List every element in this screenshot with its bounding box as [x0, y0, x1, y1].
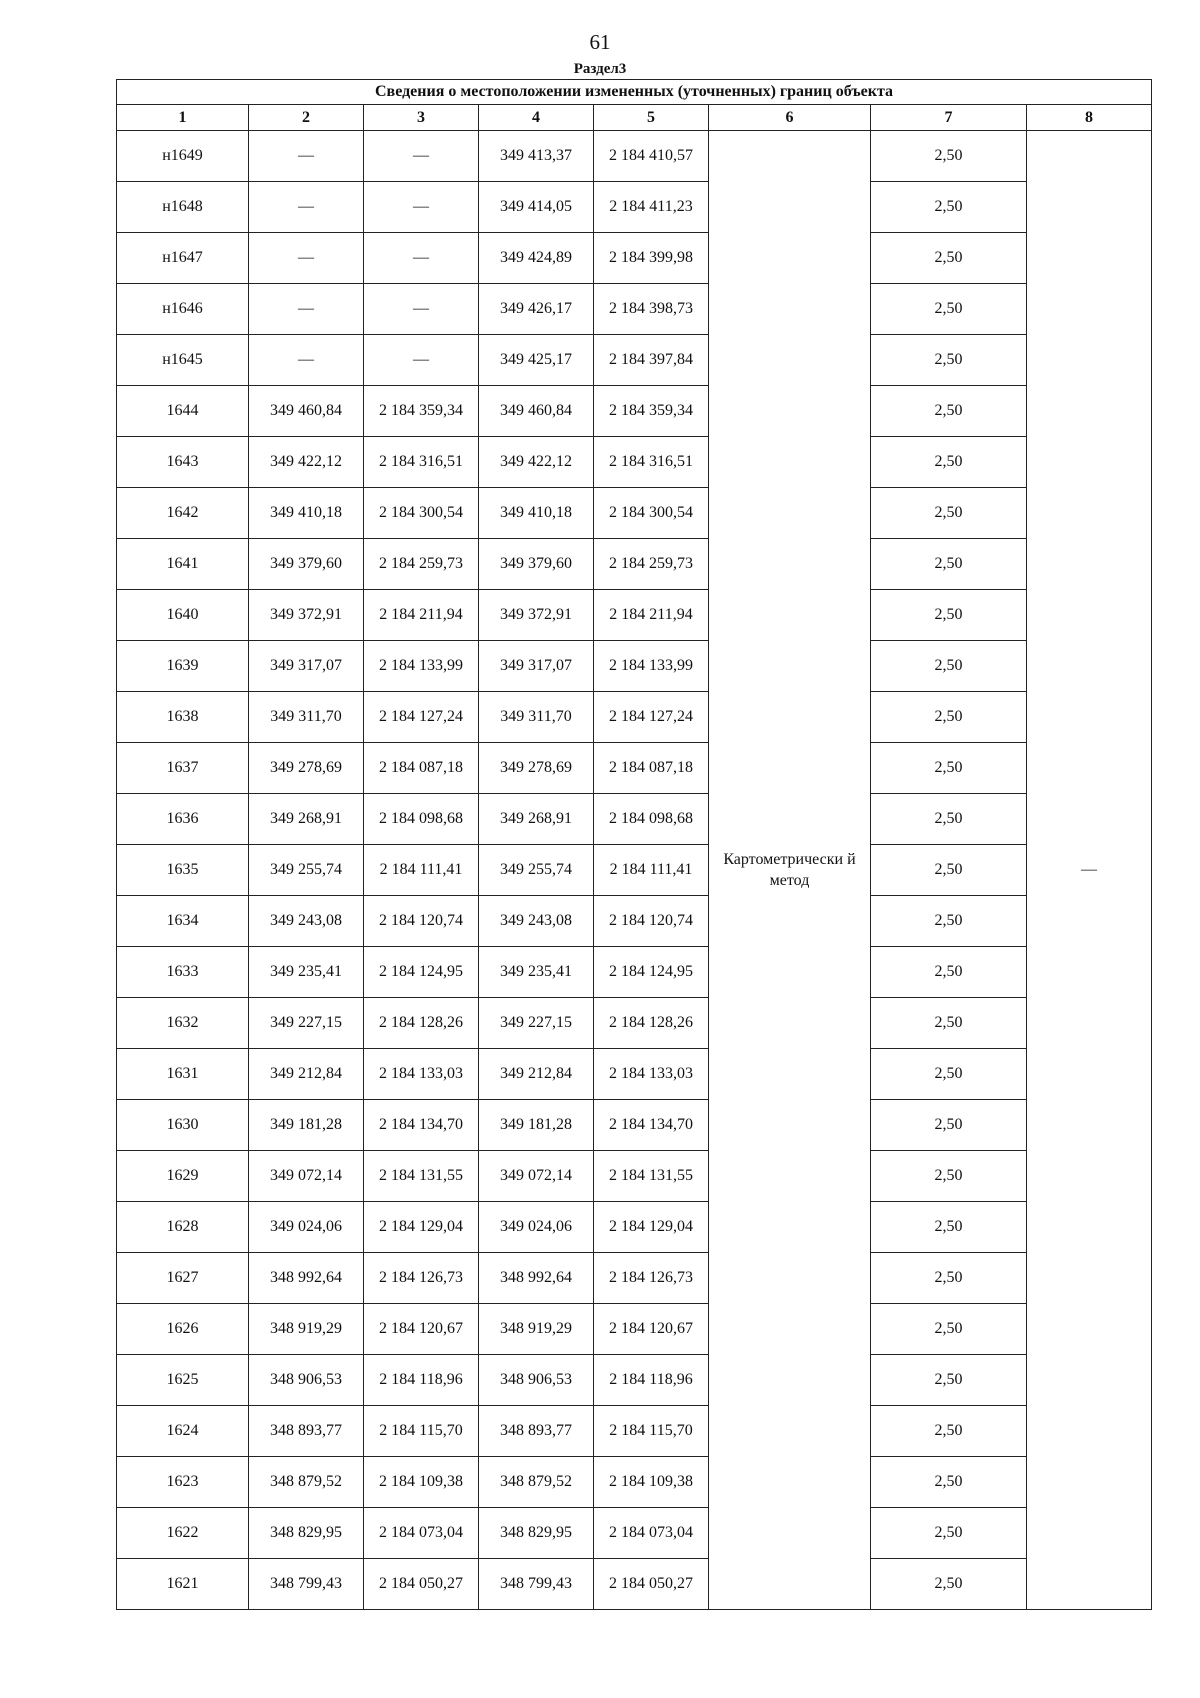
x-new-cell: 348 893,77 — [479, 1406, 594, 1457]
y-new-cell: 2 184 359,34 — [594, 386, 709, 437]
y-new-cell: 2 184 410,57 — [594, 131, 709, 182]
y-new-cell: 2 184 129,04 — [594, 1202, 709, 1253]
table-caption-row — [117, 80, 1152, 105]
y-new-cell: 2 184 115,70 — [594, 1406, 709, 1457]
x-old-cell: — — [249, 284, 364, 335]
point-number-cell: 1635 — [117, 845, 249, 896]
x-new-cell: 348 992,64 — [479, 1253, 594, 1304]
point-number-cell: 1643 — [117, 437, 249, 488]
x-new-cell: 348 879,52 — [479, 1457, 594, 1508]
y-old-cell: 2 184 120,67 — [364, 1304, 479, 1355]
y-new-cell: 2 184 118,96 — [594, 1355, 709, 1406]
y-old-cell: 2 184 073,04 — [364, 1508, 479, 1559]
x-old-cell: 349 278,69 — [249, 743, 364, 794]
y-new-cell: 2 184 087,18 — [594, 743, 709, 794]
y-new-cell: 2 184 098,68 — [594, 794, 709, 845]
x-old-cell: 348 919,29 — [249, 1304, 364, 1355]
x-new-cell: 349 227,15 — [479, 998, 594, 1049]
column-header-3: 3 — [364, 105, 479, 131]
x-new-cell: 349 372,91 — [479, 590, 594, 641]
y-old-cell: 2 184 134,70 — [364, 1100, 479, 1151]
point-number-cell: 1639 — [117, 641, 249, 692]
y-old-cell: 2 184 128,26 — [364, 998, 479, 1049]
table-row — [117, 1508, 1152, 1559]
table-row — [117, 1253, 1152, 1304]
x-new-cell: 349 311,70 — [479, 692, 594, 743]
accuracy-cell: 2,50 — [871, 488, 1027, 539]
table-row — [117, 998, 1152, 1049]
point-number-cell: 1641 — [117, 539, 249, 590]
accuracy-cell: 2,50 — [871, 386, 1027, 437]
point-number-cell: 1625 — [117, 1355, 249, 1406]
y-new-cell: 2 184 126,73 — [594, 1253, 709, 1304]
y-old-cell: 2 184 316,51 — [364, 437, 479, 488]
y-new-cell: 2 184 073,04 — [594, 1508, 709, 1559]
x-old-cell: — — [249, 233, 364, 284]
column-header-1: 1 — [117, 105, 249, 131]
x-old-cell: 349 212,84 — [249, 1049, 364, 1100]
point-number-cell: 1632 — [117, 998, 249, 1049]
point-number-cell: 1623 — [117, 1457, 249, 1508]
y-new-cell: 2 184 111,41 — [594, 845, 709, 896]
point-number-cell: 1627 — [117, 1253, 249, 1304]
accuracy-cell: 2,50 — [871, 284, 1027, 335]
point-number-cell: 1622 — [117, 1508, 249, 1559]
table-row — [117, 386, 1152, 437]
y-old-cell: 2 184 133,99 — [364, 641, 479, 692]
accuracy-cell: 2,50 — [871, 1559, 1027, 1610]
table-row — [117, 437, 1152, 488]
point-number-cell: н1649 — [117, 131, 249, 182]
point-number-cell: 1637 — [117, 743, 249, 794]
x-old-cell: 348 893,77 — [249, 1406, 364, 1457]
column-header-4: 4 — [479, 105, 594, 131]
y-new-cell: 2 184 398,73 — [594, 284, 709, 335]
x-old-cell: 349 181,28 — [249, 1100, 364, 1151]
accuracy-cell: 2,50 — [871, 335, 1027, 386]
accuracy-cell: 2,50 — [871, 641, 1027, 692]
table-row — [117, 182, 1152, 233]
page-number: 61 — [589, 30, 611, 54]
x-old-cell: 349 410,18 — [249, 488, 364, 539]
accuracy-cell: 2,50 — [871, 131, 1027, 182]
x-new-cell: 348 829,95 — [479, 1508, 594, 1559]
x-new-cell: 349 024,06 — [479, 1202, 594, 1253]
y-old-cell: 2 184 133,03 — [364, 1049, 479, 1100]
column-header-8: 8 — [1027, 105, 1152, 131]
point-number-cell: 1642 — [117, 488, 249, 539]
y-old-cell: 2 184 118,96 — [364, 1355, 479, 1406]
y-new-cell: 2 184 316,51 — [594, 437, 709, 488]
point-number-cell: 1638 — [117, 692, 249, 743]
x-old-cell: 348 879,52 — [249, 1457, 364, 1508]
table-row — [117, 590, 1152, 641]
section-title: Раздел3 — [573, 61, 627, 77]
x-old-cell: 348 906,53 — [249, 1355, 364, 1406]
accuracy-cell: 2,50 — [871, 1406, 1027, 1457]
point-number-cell: 1640 — [117, 590, 249, 641]
y-new-cell: 2 184 397,84 — [594, 335, 709, 386]
x-new-cell: 348 906,53 — [479, 1355, 594, 1406]
y-old-cell: 2 184 359,34 — [364, 386, 479, 437]
y-new-cell: 2 184 128,26 — [594, 998, 709, 1049]
x-old-cell: 349 460,84 — [249, 386, 364, 437]
y-new-cell: 2 184 211,94 — [594, 590, 709, 641]
y-old-cell: 2 184 120,74 — [364, 896, 479, 947]
column-header-7: 7 — [871, 105, 1027, 131]
x-new-cell: 348 919,29 — [479, 1304, 594, 1355]
y-old-cell: — — [364, 131, 479, 182]
accuracy-cell: 2,50 — [871, 947, 1027, 998]
table-row — [117, 743, 1152, 794]
x-old-cell: 349 255,74 — [249, 845, 364, 896]
y-old-cell: — — [364, 284, 479, 335]
note-cell: — — [1027, 131, 1152, 1610]
point-number-cell: 1636 — [117, 794, 249, 845]
x-old-cell: 348 799,43 — [249, 1559, 364, 1610]
point-number-cell: 1621 — [117, 1559, 249, 1610]
x-new-cell: 349 278,69 — [479, 743, 594, 794]
point-number-cell: 1631 — [117, 1049, 249, 1100]
x-old-cell: 349 372,91 — [249, 590, 364, 641]
accuracy-cell: 2,50 — [871, 233, 1027, 284]
x-new-cell: 349 425,17 — [479, 335, 594, 386]
y-new-cell: 2 184 133,03 — [594, 1049, 709, 1100]
table-row — [117, 1406, 1152, 1457]
y-old-cell: 2 184 115,70 — [364, 1406, 479, 1457]
y-new-cell: 2 184 300,54 — [594, 488, 709, 539]
point-number-cell: 1634 — [117, 896, 249, 947]
y-old-cell: 2 184 131,55 — [364, 1151, 479, 1202]
table-row — [117, 641, 1152, 692]
point-number-cell: 1626 — [117, 1304, 249, 1355]
x-old-cell: 349 243,08 — [249, 896, 364, 947]
accuracy-cell: 2,50 — [871, 1151, 1027, 1202]
table-row — [117, 1559, 1152, 1610]
y-old-cell: 2 184 211,94 — [364, 590, 479, 641]
y-new-cell: 2 184 134,70 — [594, 1100, 709, 1151]
x-old-cell: 349 268,91 — [249, 794, 364, 845]
table-row — [117, 539, 1152, 590]
point-number-cell: н1646 — [117, 284, 249, 335]
x-new-cell: 349 460,84 — [479, 386, 594, 437]
point-number-cell: 1629 — [117, 1151, 249, 1202]
table-row — [117, 131, 1152, 182]
accuracy-cell: 2,50 — [871, 692, 1027, 743]
x-new-cell: 349 072,14 — [479, 1151, 594, 1202]
y-old-cell: — — [364, 233, 479, 284]
table-row — [117, 896, 1152, 947]
y-old-cell: 2 184 259,73 — [364, 539, 479, 590]
x-new-cell: 349 426,17 — [479, 284, 594, 335]
y-new-cell: 2 184 120,67 — [594, 1304, 709, 1355]
table-row — [117, 794, 1152, 845]
accuracy-cell: 2,50 — [871, 182, 1027, 233]
accuracy-cell: 2,50 — [871, 743, 1027, 794]
x-new-cell: 348 799,43 — [479, 1559, 594, 1610]
point-number-cell: н1645 — [117, 335, 249, 386]
x-new-cell: 349 422,12 — [479, 437, 594, 488]
accuracy-cell: 2,50 — [871, 1304, 1027, 1355]
y-old-cell: — — [364, 182, 479, 233]
boundary-coordinates-table — [116, 79, 1152, 1610]
x-new-cell: 349 268,91 — [479, 794, 594, 845]
x-old-cell: 348 992,64 — [249, 1253, 364, 1304]
accuracy-cell: 2,50 — [871, 539, 1027, 590]
accuracy-cell: 2,50 — [871, 998, 1027, 1049]
table-body — [117, 80, 1152, 1610]
x-new-cell: 349 212,84 — [479, 1049, 594, 1100]
point-number-cell: н1647 — [117, 233, 249, 284]
y-new-cell: 2 184 259,73 — [594, 539, 709, 590]
y-old-cell: 2 184 300,54 — [364, 488, 479, 539]
accuracy-cell: 2,50 — [871, 1457, 1027, 1508]
y-old-cell: 2 184 126,73 — [364, 1253, 479, 1304]
y-old-cell: 2 184 098,68 — [364, 794, 479, 845]
table-row — [117, 692, 1152, 743]
y-old-cell: 2 184 129,04 — [364, 1202, 479, 1253]
y-old-cell: 2 184 111,41 — [364, 845, 479, 896]
x-new-cell: 349 255,74 — [479, 845, 594, 896]
x-old-cell: 349 311,70 — [249, 692, 364, 743]
x-new-cell: 349 414,05 — [479, 182, 594, 233]
y-old-cell: 2 184 109,38 — [364, 1457, 479, 1508]
table-row — [117, 845, 1152, 896]
x-old-cell: 349 227,15 — [249, 998, 364, 1049]
x-old-cell: — — [249, 131, 364, 182]
x-old-cell: 349 379,60 — [249, 539, 364, 590]
y-new-cell: 2 184 124,95 — [594, 947, 709, 998]
method-cell: Картометрически й метод — [709, 131, 871, 1610]
table-row — [117, 284, 1152, 335]
x-new-cell: 349 181,28 — [479, 1100, 594, 1151]
accuracy-cell: 2,50 — [871, 437, 1027, 488]
y-new-cell: 2 184 050,27 — [594, 1559, 709, 1610]
y-old-cell: 2 184 127,24 — [364, 692, 479, 743]
table-row — [117, 1457, 1152, 1508]
accuracy-cell: 2,50 — [871, 590, 1027, 641]
y-new-cell: 2 184 133,99 — [594, 641, 709, 692]
x-new-cell: 349 424,89 — [479, 233, 594, 284]
table-row — [117, 1049, 1152, 1100]
x-new-cell: 349 317,07 — [479, 641, 594, 692]
accuracy-cell: 2,50 — [871, 1253, 1027, 1304]
table-row — [117, 335, 1152, 386]
y-new-cell: 2 184 127,24 — [594, 692, 709, 743]
y-old-cell: — — [364, 335, 479, 386]
table-row — [117, 1100, 1152, 1151]
x-new-cell: 349 410,18 — [479, 488, 594, 539]
point-number-cell: 1644 — [117, 386, 249, 437]
x-old-cell: 349 072,14 — [249, 1151, 364, 1202]
x-new-cell: 349 379,60 — [479, 539, 594, 590]
table-row — [117, 233, 1152, 284]
x-new-cell: 349 243,08 — [479, 896, 594, 947]
x-old-cell: 349 235,41 — [249, 947, 364, 998]
table-row — [117, 947, 1152, 998]
table-row — [117, 1355, 1152, 1406]
accuracy-cell: 2,50 — [871, 845, 1027, 896]
point-number-cell: 1630 — [117, 1100, 249, 1151]
y-new-cell: 2 184 120,74 — [594, 896, 709, 947]
table-row — [117, 1304, 1152, 1355]
point-number-cell: 1628 — [117, 1202, 249, 1253]
y-new-cell: 2 184 411,23 — [594, 182, 709, 233]
accuracy-cell: 2,50 — [871, 896, 1027, 947]
point-number-cell: 1624 — [117, 1406, 249, 1457]
accuracy-cell: 2,50 — [871, 1049, 1027, 1100]
x-new-cell: 349 235,41 — [479, 947, 594, 998]
y-old-cell: 2 184 124,95 — [364, 947, 479, 998]
column-header-6: 6 — [709, 105, 871, 131]
accuracy-cell: 2,50 — [871, 1202, 1027, 1253]
x-old-cell: — — [249, 335, 364, 386]
point-number-cell: 1633 — [117, 947, 249, 998]
x-old-cell: 349 317,07 — [249, 641, 364, 692]
y-old-cell: 2 184 087,18 — [364, 743, 479, 794]
column-header-5: 5 — [594, 105, 709, 131]
table-row — [117, 1202, 1152, 1253]
x-old-cell: — — [249, 182, 364, 233]
point-number-cell: н1648 — [117, 182, 249, 233]
table-row — [117, 1151, 1152, 1202]
x-new-cell: 349 413,37 — [479, 131, 594, 182]
accuracy-cell: 2,50 — [871, 794, 1027, 845]
y-old-cell: 2 184 050,27 — [364, 1559, 479, 1610]
y-new-cell: 2 184 109,38 — [594, 1457, 709, 1508]
column-header-row — [117, 105, 1152, 131]
table-row — [117, 488, 1152, 539]
x-old-cell: 349 024,06 — [249, 1202, 364, 1253]
y-new-cell: 2 184 131,55 — [594, 1151, 709, 1202]
accuracy-cell: 2,50 — [871, 1100, 1027, 1151]
x-old-cell: 348 829,95 — [249, 1508, 364, 1559]
table-caption: Сведения о местоположении измененных (уточненных) границ объекта — [117, 80, 1152, 105]
accuracy-cell: 2,50 — [871, 1355, 1027, 1406]
y-new-cell: 2 184 399,98 — [594, 233, 709, 284]
x-old-cell: 349 422,12 — [249, 437, 364, 488]
column-header-2: 2 — [249, 105, 364, 131]
accuracy-cell: 2,50 — [871, 1508, 1027, 1559]
